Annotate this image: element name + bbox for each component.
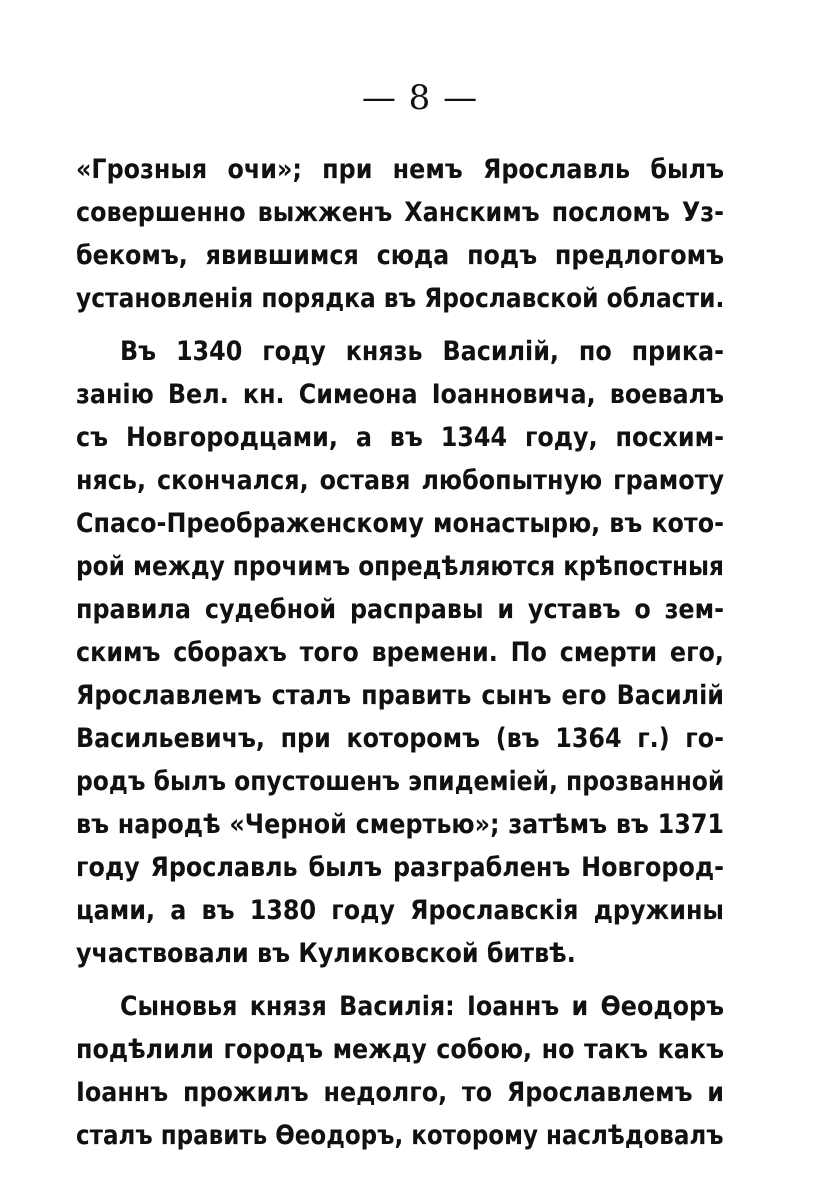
text-line: совершенно выжженъ Ханскимъ посломъ Уз- [76, 197, 724, 228]
body-text [76, 148, 724, 1167]
text-line: Ярославлемъ сталъ править сынъ его Василій [76, 680, 724, 711]
text-line: родъ былъ опустошенъ эпидеміей, прозванной [76, 766, 725, 797]
page-number: — 8 — [361, 78, 479, 118]
text-line: скимъ сборахъ того времени. По смерти его, [76, 637, 724, 668]
text-line: подѣлили городъ между собою, но такъ какъ [76, 1034, 724, 1065]
text-line: Сыновья князя Василія: Іоаннъ и Ѳеодоръ [120, 991, 724, 1022]
text-line: цами, а въ 1380 году Ярославскія дружины [76, 895, 724, 926]
text-line: сталъ править Ѳеодоръ, которому наслѣдовалъ [76, 1120, 724, 1151]
text-line: «Грозныя очи»; при немъ Ярославль былъ [76, 154, 724, 185]
text-line: Васильевичъ, при которомъ (въ 1364 г.) го- [76, 723, 724, 754]
text-line: бекомъ, явившимся сюда подъ предлогомъ [76, 240, 724, 271]
text-line: году Ярославль былъ разграбленъ Новгород- [76, 852, 724, 883]
text-line: занію Вел. кн. Симеона Іоанновича, воевалъ [76, 379, 724, 410]
paragraph-1 [76, 148, 724, 320]
text-line: рой между прочимъ опредѣляются крѣпостныя [76, 551, 724, 582]
text-line: участвовали въ Куликовской битвѣ. [76, 938, 576, 969]
text-line: Спасо-Преображенскому монастырю, въ кото- [76, 508, 724, 539]
text-line: въ народѣ «Черной смертью»; затѣмъ въ 1371 [76, 809, 724, 840]
text-line: правила судебной расправы и уставъ о зем- [76, 594, 724, 625]
paragraph-3 [76, 985, 724, 1157]
text-line: нясь, скончался, оставя любопытную грамоту [76, 465, 724, 496]
text-line: Іоаннъ прожилъ недолго, то Ярославлемъ и [76, 1077, 724, 1108]
text-line: Въ 1340 году князь Василій, по прика- [120, 336, 724, 367]
text-line: установленія порядка въ Ярославской области. [76, 283, 725, 314]
text-line: съ Новгородцами, а въ 1344 году, посхим- [76, 422, 724, 453]
paragraph-2 [76, 330, 724, 975]
